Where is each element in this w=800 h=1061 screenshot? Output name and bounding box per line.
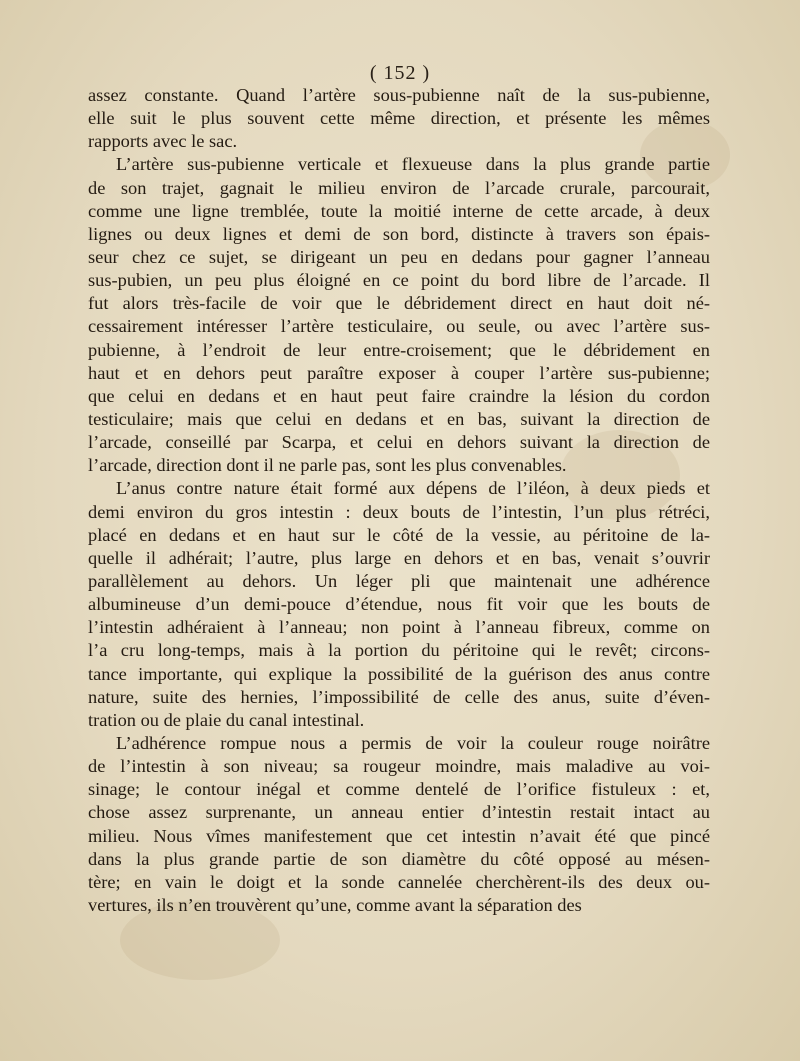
text-line: quelle il adhérait; l’autre, plus large en dehors et en bas, venait s’ouvrir	[88, 547, 710, 568]
text-line: l’arcade, direction dont il ne parle pas, sont les plus convenables.	[88, 455, 567, 476]
text-line: l’arcade, conseillé par Scarpa, et celui en dehors suivant la direction de	[88, 432, 710, 453]
text-line: albumineuse d’un demi-pouce d’étendue, nous fit voir que les bouts de	[88, 594, 710, 615]
text-line: de son trajet, gagnait le milieu environ de l’arcade crurale, parcourait,	[88, 177, 710, 198]
text-line: l’a cru long-temps, mais à la portion du péritoine qui le revêt; circons-	[88, 640, 710, 661]
text-line: L’artère sus-pubienne verticale et flexueuse dans la plus grande partie	[116, 154, 710, 175]
text-line: sus-pubien, un peu plus éloigné en ce point du bord libre de l’arcade. Il	[88, 270, 710, 291]
text-line: placé en dedans et en haut sur le côté de la vessie, au péritoine de la-	[88, 524, 710, 545]
text-line: milieu. Nous vîmes manifestement que cet intestin n’avait été que pincé	[88, 825, 710, 846]
body-text	[88, 84, 710, 917]
text-line: L’adhérence rompue nous a permis de voir la couleur rouge noirâtre	[116, 732, 710, 753]
text-line: pubienne, à l’endroit de leur entre-croisement; que le débridement en	[88, 339, 710, 360]
text-line: l’intestin adhéraient à l’anneau; non point à l’anneau fibreux, comme on	[88, 617, 710, 638]
text-line: dans la plus grande partie de son diamètre du côté opposé au mésen-	[88, 848, 710, 869]
text-line: chose assez surprenante, un anneau entier d’intestin restait intact au	[88, 802, 710, 823]
text-line: seur chez ce sujet, se dirigeant un peu en dedans pour gagner l’anneau	[88, 246, 710, 267]
text-line: rapports avec le sac.	[88, 131, 238, 152]
text-line: vertures, ils n’en trouvèrent qu’une, comme avant la séparation des	[88, 894, 582, 915]
text-line: tance importante, qui explique la possibilité de la guérison des anus contre	[88, 663, 710, 684]
text-line: elle suit le plus souvent cette même direction, et présente les mêmes	[88, 108, 710, 129]
text-line: haut et en dehors peut paraître exposer à couper l’artère sus-pubienne;	[88, 362, 710, 383]
text-line: que celui en dedans et en haut peut faire craindre la lésion du cordon	[88, 385, 710, 406]
text-line: parallèlement au dehors. Un léger pli que maintenait une adhérence	[88, 570, 710, 591]
text-line: tère; en vain le doigt et la sonde cannelée cherchèrent-ils des deux ou-	[88, 871, 710, 892]
text-line: tration ou de plaie du canal intestinal.	[88, 709, 365, 730]
text-line: de l’intestin à son niveau; sa rougeur moindre, mais maladive au voi-	[88, 756, 710, 777]
page-number: ( 152 )	[369, 62, 431, 84]
text-line: lignes ou deux lignes et demi de son bord, distincte à travers son épais-	[88, 223, 710, 244]
text-line: L’anus contre nature était formé aux dépens de l’iléon, à deux pieds et	[116, 478, 710, 499]
text-line: fut alors très-facile de voir que le débridement direct en haut doit né-	[88, 293, 710, 314]
text-line: assez constante. Quand l’artère sous-pubienne naît de la sus-pubienne,	[88, 85, 710, 105]
text-line: testiculaire; mais que celui en dedans et en bas, suivant la direction de	[88, 408, 710, 429]
text-line: sinage; le contour inégal et comme dentelé de l’orifice fistuleux : et,	[88, 779, 710, 800]
text-line: comme une ligne tremblée, toute la moitié interne de cette arcade, à deux	[88, 200, 710, 221]
text-line: demi environ du gros intestin : deux bouts de l’intestin, l’un plus rétréci,	[88, 501, 710, 522]
text-line: nature, suite des hernies, l’impossibilité de celle des anus, suite d’éven-	[88, 686, 710, 707]
text-line: cessairement intéresser l’artère testiculaire, ou seule, ou avec l’artère sus-	[88, 316, 710, 337]
